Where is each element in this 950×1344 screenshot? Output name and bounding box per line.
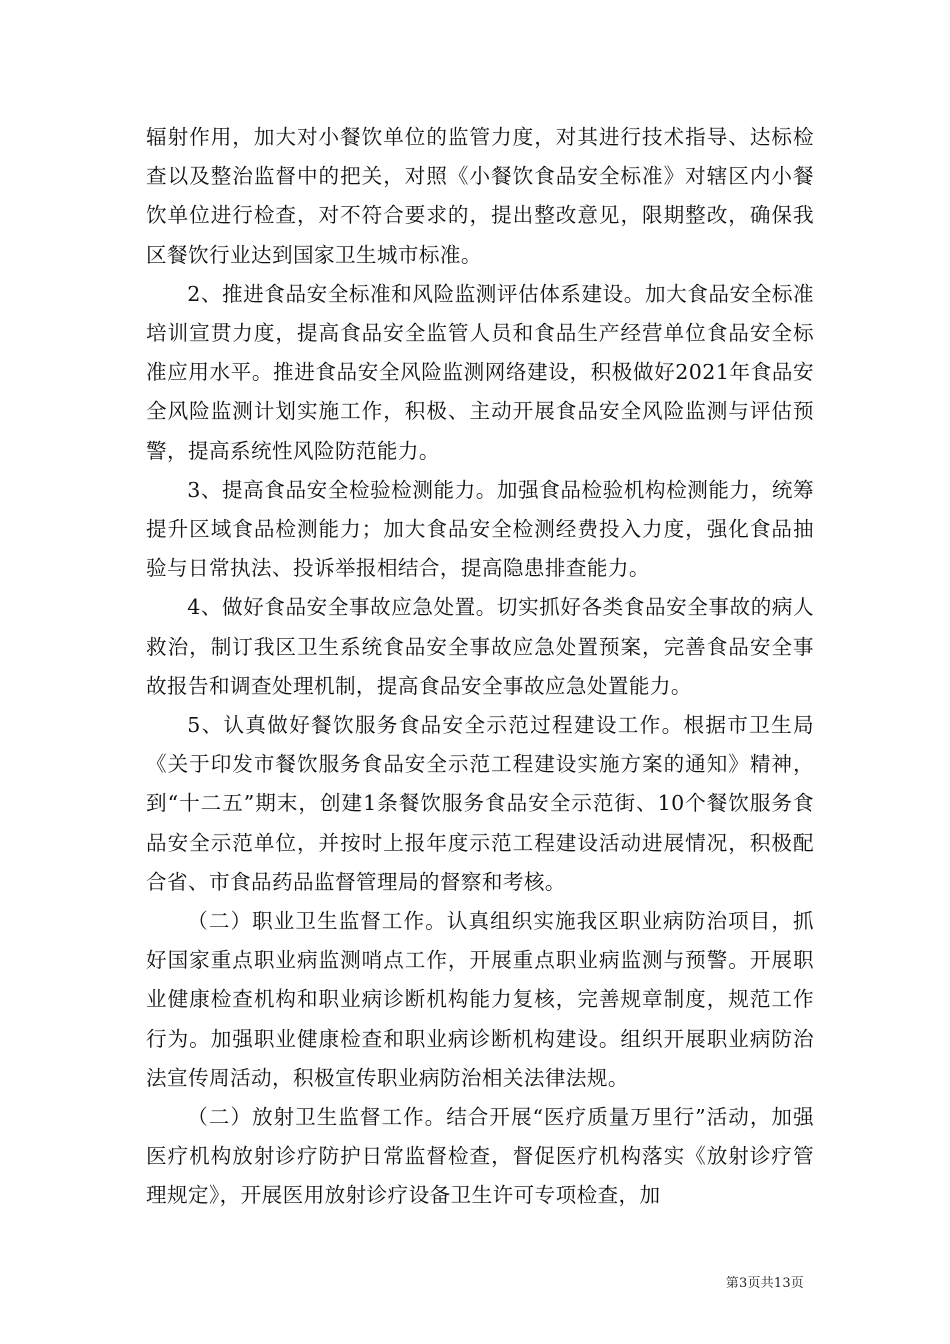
paragraph-occupational-health: （二）职业卫生监督工作。认真组织实施我区职业病防治项目，抓好国家重点职业病监测哨点工作，开展重点职业病监测与预警。开展职业健康检查机构和职业病诊断机构能力复核，完善规章制度，规范工作行为。加强职业健康检查和职业病诊断机构建设。组织开展职业病防治法宣传周活动，积极宣传职业病防治相关法律法规。 — [146, 909, 814, 1090]
paragraph-demonstration-project: 5、认真做好餐饮服务食品安全示范过程建设工作。根据市卫生局《关于印发市餐饮服务食品安全示范工程建设实施方案的通知》精神，到“十二五”期末，创建1条餐饮服务食品安全示范街、10个餐饮服务食品安全示范单位，并按时上报年度示范工程建设活动进展情况，积极配合省、市食品药品监督管理局的督察和考核。 — [146, 713, 814, 894]
paragraph-continuation: 辐射作用，加大对小餐饮单位的监管力度，对其进行技术指导、达标检查以及整治监督中的把关，对照《小餐饮食品安全标准》对辖区内小餐饮单位进行检查，对不符合要求的，提出整改意见，限期整改，确保我区餐饮行业达到国家卫生城市标准。 — [146, 125, 814, 267]
paragraph-emergency-response: 4、做好食品安全事故应急处置。切实抓好各类食品安全事故的病人救治，制订我区卫生系统食品安全事故应急处置预案，完善食品安全事故报告和调查处理机制，提高食品安全事故应急处置能力。 — [146, 595, 814, 698]
paragraph-food-safety-standards: 2、推进食品安全标准和风险监测评估体系建设。加大食品安全标准培训宣贯力度，提高食品安全监管人员和食品生产经营单位食品安全标准应用水平。推进食品安全风险监测网络建设，积极做好2021年食品安全风险监测计划实施工作，积极、主动开展食品安全风险监测与评估预警，提高系统性风险防范能力。 — [146, 281, 814, 463]
paragraph-testing-capacity: 3、提高食品安全检验检测能力。加强食品检验机构检测能力，统筹提升区域食品检测能力；加大食品安全检测经费投入力度，强化食品抽验与日常执法、投诉举报相结合，提高隐患排查能力。 — [146, 477, 814, 581]
paragraph-radiation-health: （二）放射卫生监督工作。结合开展“医疗质量万里行”活动，加强医疗机构放射诊疗防护日常监督检查，督促医疗机构落实《放射诊疗管理规定》，开展医用放射诊疗设备卫生许可专项检查，加 — [146, 1105, 814, 1208]
document-body — [146, 118, 814, 1216]
page-number: 第3页共13页 — [725, 1276, 804, 1291]
